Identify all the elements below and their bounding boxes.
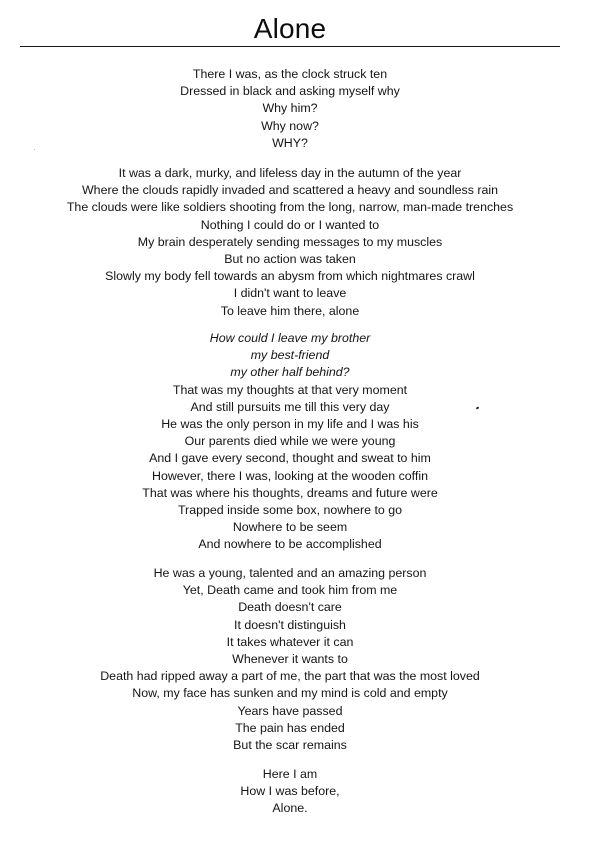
poem-line: Where the clouds rapidly invaded and scattered a heavy and soundless rain (81, 183, 499, 198)
poem-line: Now, my face has sunken and my mind is cold and empty (132, 686, 448, 701)
poem-line: The clouds were like soldiers shooting from the long, narrow, man-made trenches (66, 200, 514, 215)
poem-line: Here I am (262, 767, 318, 781)
poem-line: But the scar remains (233, 738, 347, 753)
poem-line-italic: How could I leave my brother (209, 331, 371, 345)
poem-line: He was the only person in my life and I was his (161, 417, 419, 432)
poem-line: There I was, as the clock struck ten (192, 67, 388, 81)
poem-line: And I gave every second, thought and sweat to him (149, 451, 431, 466)
poem-title: Alone (253, 13, 327, 44)
poem-line: My brain desperately sending messages to my muscles (137, 234, 443, 249)
poem-line: Why him? (262, 101, 318, 116)
poem-line: It doesn't distinguish (234, 617, 346, 632)
stanza-2 (0, 165, 580, 320)
poem-line: To leave him there, alone (220, 303, 360, 318)
poem-line: How I was before, (240, 784, 340, 799)
stanza-4 (0, 565, 580, 754)
poem-line: Alone. (272, 801, 308, 816)
poem-line: Why now? (261, 118, 319, 133)
poem-line: Our parents died while we were young (184, 434, 396, 449)
poem-line: I didn't want to leave (233, 286, 347, 301)
poem-line: Whenever it wants to (232, 652, 348, 667)
poem-line: Dressed in black and asking myself why (180, 84, 400, 99)
poem-line: It was a dark, murky, and lifeless day in the autumn of the year (118, 166, 462, 180)
poem-line: Yet, Death came and took him from me (182, 583, 398, 598)
poem-line: And nowhere to be accomplished (198, 537, 382, 552)
poem-line: Death doesn't care (238, 600, 342, 615)
stanza-1 (0, 66, 580, 152)
poem-line: He was a young, talented and an amazing person (153, 566, 427, 580)
poem-line: But no action was taken (224, 252, 356, 267)
poem-line-italic: my best-friend (250, 348, 330, 363)
poem-line: And still pursuits me till this very day (190, 399, 390, 414)
poem-line: Years have passed (237, 703, 343, 718)
title-divider (20, 46, 560, 47)
poem-line: Trapped inside some box, nowhere to go (177, 503, 403, 518)
poem-line: However, there I was, looking at the wooden coffin (152, 468, 428, 483)
poem-line: That was where his thoughts, dreams and future were (142, 485, 438, 500)
poem-line: That was my thoughts at that very moment (172, 382, 408, 397)
poem-line-italic: my other half behind? (230, 365, 350, 380)
poem-line: It takes whatever it can (226, 634, 354, 649)
stanza-3 (0, 330, 580, 554)
poem-line: WHY? (272, 135, 308, 150)
stanza-5 (0, 766, 580, 818)
poem-line: Nothing I could do or I wanted to (200, 217, 380, 232)
poem-line: Slowly my body fell towards an abysm from which nightmares crawl (105, 269, 475, 284)
poem-line: Death had ripped away a part of me, the part that was the most loved (100, 669, 480, 684)
poem-line: Nowhere to be seem (232, 520, 348, 535)
poem-line: The pain has ended (235, 720, 345, 735)
